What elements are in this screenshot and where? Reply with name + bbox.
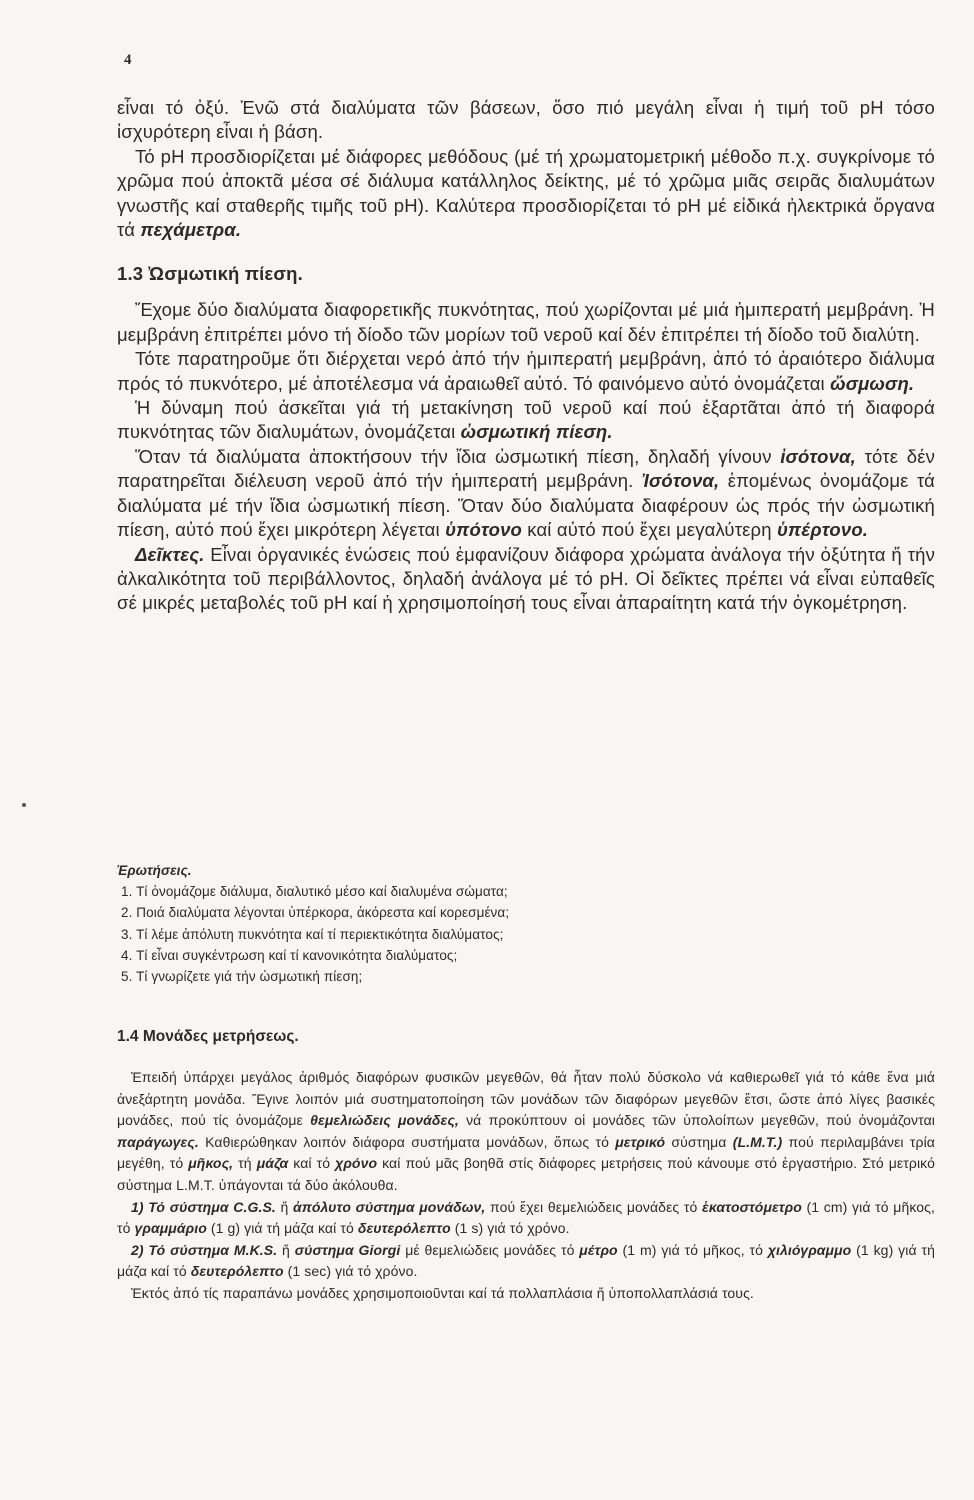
- indicators-paragraph: [117, 543, 935, 616]
- term-isotona-1: ἰσότονα,: [780, 445, 856, 467]
- units-paragraph-1: [117, 1067, 935, 1197]
- term-kilogram: χιλιόγραμμο: [767, 1241, 852, 1258]
- term-mks: 2) Τό σύστημα M.K.S.: [131, 1241, 278, 1258]
- units-text-3e: (1 sec) γιά τό χρόνο.: [283, 1263, 418, 1280]
- units-paragraph-mks: [117, 1240, 935, 1283]
- term-length: μῆκος,: [188, 1155, 234, 1172]
- osmosis-paragraph-4: [117, 445, 935, 543]
- osmosis-paragraph-2: [117, 347, 935, 396]
- term-mass: μάζα: [256, 1155, 289, 1172]
- osmosis-text-4d: καί αὐτό πού ἔχει μεγαλύτερη: [522, 519, 777, 541]
- scan-speck: [22, 803, 26, 807]
- units-text-3b: μέ θεμελιώδεις μονάδες τό: [400, 1241, 580, 1258]
- term-centimeter: ἑκατοστόμετρο: [702, 1198, 802, 1215]
- main-text: [117, 96, 935, 616]
- units-text-3c: (1 m) γιά τό μῆκος, τό: [617, 1241, 768, 1258]
- osmosis-paragraph-1: [117, 298, 935, 347]
- units-text-1b: νά προκύπτουν οἱ μονάδες τῶν ὑπολοίπων μεγεθῶν, πού ὀνομάζονται: [458, 1112, 935, 1129]
- units-text: [117, 1067, 935, 1305]
- osmosis-text-2: Τότε παρατηροῦμε ὅτι διέρχεται νερό ἀπό τήν ἡμιπερατή μεμβράνη, ἀπό τό ἀραιότερο διάλυμα πρός τό πυκνότερο, μέ ἀποτέλεσμα νά ἀραιωθεῖ αὐτό. Τό φαινόμενο αὐτό ὀνομάζεται: [117, 348, 935, 394]
- units-text-1e: πού περιλαμβάνει τρία μεγέθη, τό: [117, 1133, 935, 1172]
- units-text-1c: Καθιερώθηκαν λοιπόν διάφορα συστήματα μονάδων, ὅπως τό: [198, 1133, 616, 1150]
- intro-text-1: εἶναι τό ὀξύ. Ἐνῶ στά διαλύματα τῶν βάσεων, ὅσο πιό μεγάλη εἶναι ἡ τιμή τοῦ pH τόσο ἰσχυρότερη εἶναι ἡ βάση.: [117, 97, 935, 143]
- term-cgs: 1) Τό σύστημα C.G.S.: [131, 1198, 276, 1215]
- page-number: 4: [124, 52, 132, 68]
- term-derived: παράγωγες.: [117, 1133, 199, 1150]
- units-paragraph-multiples: [117, 1283, 935, 1305]
- term-ypertono: ὑπέρτονο.: [776, 519, 869, 541]
- units-text-2b: πού ἔχει θεμελιώδεις μονάδες τό: [485, 1198, 703, 1215]
- indicators-text: Εἶναι ὀργανικές ἑνώσεις πού ἐμφανίζουν διάφορα χρώματα ἀνάλογα τήν ὀξύτητα ἤ τήν ἀλκαλικότητα τοῦ περιβάλλοντος, δηλαδή ἀνάλογα μέ τό pH. Οἱ δεῖκτες πρέπει νά εἶναι εὐπαθεῖς σέ μικρές μεταβολές τοῦ pH καί ἡ χρησιμοποίησή τους εἶναι ἀπαραίτητη κατά τήν ὀγκομέτρηση.: [117, 543, 935, 614]
- term-metric: μετρικό: [615, 1133, 666, 1150]
- question-item: 5. Τί γνωρίζετε γιά τήν ὠσμωτική πίεση;: [121, 969, 363, 985]
- units-text-4: Ἐκτός ἀπό τίς παραπάνω μονάδες χρησιμοποιοῦνται καί τά πολλαπλάσια ἤ ὑποπολλαπλάσιά τους.: [131, 1284, 754, 1301]
- units-text-1a: Ἐπειδή ὑπάρχει μεγάλος ἀριθμός διαφόρων φυσικῶν μεγεθῶν, θά ἦταν πολύ δύσκολο νά καθιερωθεῖ γιά τό κάθε ἕνα μιά ἀνεξάρτητη μονάδα. Ἔγινε λοιπόν μιά συστηματοποίηση τῶν μονάδων τῶν διαφόρων μεγεθῶν ἔτσι, ὥστε ἀπό λίγες βασικές μονάδες, πού τίς ὀνομάζομε: [117, 1069, 935, 1129]
- osmosis-paragraph-3: [117, 396, 935, 445]
- units-paragraph-cgs: [117, 1197, 935, 1240]
- term-lmt: (L.M.T.): [732, 1133, 783, 1150]
- questions-list: [117, 881, 935, 987]
- osmosis-text-1: Ἔχομε δύο διαλύματα διαφορετικῆς πυκνότητας, πού χωρίζονται μέ μιά ἡμιπερατή μεμβράνη. Ἡ μεμβράνη ἐπιτρέπει μόνο τή δίοδο τῶν μορίων τοῦ νεροῦ καί δέν ἐπιτρέπει τή δίοδο τοῦ διαλύτη.: [117, 299, 935, 345]
- term-osmotic-pressure: ὠσμωτική πίεση.: [460, 421, 613, 443]
- term-absolute-system: ἀπόλυτο σύστημα μονάδων,: [293, 1198, 486, 1215]
- osmosis-text-4c: ἑπομένως ὀνομάζομε τά διαλύματα μέ τήν ἴδια ὠσμωτική πίεση. Ὅταν δύο διαλύματα διαφέρουν ὡς πρός τήν ὠσμωτική πίεση, αὐτό πού ἔχει μικρότερη λέγεται: [117, 470, 935, 541]
- question-item: 1. Τί ὀνομάζομε διάλυμα, διαλυτικό μέσο καί διαλυμένα σώματα;: [121, 884, 508, 900]
- term-time: χρόνο: [335, 1155, 378, 1172]
- term-second: δευτερόλεπτο: [357, 1220, 451, 1237]
- term-ypotono: ὑπότονο: [445, 519, 522, 541]
- term-fundamental-units: θεμελιώδεις μονάδες,: [310, 1112, 459, 1129]
- term-osmosi: ὤσμωση.: [830, 372, 915, 394]
- units-text-2d: (1 g) γιά τή μάζα καί τό: [206, 1220, 358, 1237]
- term-giorgi: σύστημα Giorgi: [294, 1241, 401, 1258]
- term-pechametra: πεχάμετρα.: [140, 219, 242, 241]
- units-text-2a: ἤ: [275, 1198, 294, 1215]
- question-item: 2. Ποιά διαλύματα λέγονται ὑπέρκορα, ἀκόρεστα καί κορεσμένα;: [121, 905, 510, 921]
- questions-block: [117, 860, 935, 987]
- term-isotona-2: Ἰσότονα,: [641, 470, 720, 492]
- units-text-1d: σύστημα: [665, 1133, 733, 1150]
- osmosis-text-4a: Ὅταν τά διαλύματα ἀποκτήσουν τήν ἴδια ὠσμωτική πίεση, δηλαδή γίνουν: [135, 445, 781, 467]
- units-text-1g: καί τό: [288, 1155, 336, 1172]
- question-item: 4. Τί εἶναι συγκέντρωση καί τί κανονικότητα διαλύματος;: [121, 947, 458, 963]
- units-text-1f: τή: [233, 1155, 257, 1172]
- units-text-3a: ἤ: [277, 1241, 295, 1258]
- section-heading-1-4: 1.4 Μονάδες μετρήσεως.: [117, 1028, 299, 1045]
- question-item: 3. Τί λέμε ἀπόλυτη πυκνότητα καί τί περιεκτικότητα διαλύματος;: [121, 926, 504, 942]
- osmosis-text-4b: τότε δέν παρατηρεῖται διέλευση νεροῦ ἀπό τήν ἡμιπερατή μεμβράνη.: [117, 445, 935, 492]
- units-text-3d: (1 kg) γιά τή μάζα καί τό: [117, 1241, 935, 1280]
- osmosis-text-3: Ἡ δύναμη πού ἀσκεῖται γιά τή μετακίνηση τοῦ νεροῦ καί πού ἐξαρτᾶται ἀπό τή διαφορά πυκνότητας τῶν διαλυμάτων, ὀνομάζεται: [117, 397, 935, 443]
- units-text-1h: καί πού μᾶς βοηθᾶ στίς διάφορες μετρήσεις πού κάνουμε στό ἐργαστήριο. Στό μετρικό σύστημα L.M.T. ὑπάγονται τά δύο ἀκόλουθα.: [117, 1155, 935, 1193]
- questions-title: Ἐρωτήσεις.: [117, 863, 192, 878]
- section-1-4: [117, 1025, 935, 1305]
- units-text-2e: (1 s) γιά τό χρόνο.: [450, 1220, 570, 1237]
- intro-paragraph-1: [117, 96, 935, 145]
- term-second-2: δευτερόλεπτο: [190, 1263, 284, 1280]
- term-deiktes: Δεῖκτες.: [135, 543, 205, 565]
- term-meter: μέτρο: [579, 1241, 618, 1258]
- term-gram: γραμμάριο: [134, 1220, 207, 1237]
- units-text-2c: (1 cm) γιά τό μῆκος, τό: [117, 1198, 936, 1237]
- intro-text-2: Τό pH προσδιορίζεται μέ διάφορες μεθόδους (μέ τή χρωματομετρική μέθοδο π.χ. συγκρίνομε τό χρῶμα πού ἀποκτᾶ μέσα σέ διάλυμα κατάλληλος δείκτης, μέ τό χρῶμα μιᾶς σειρᾶς διαλυμάτων γνωστῆς καί σταθερῆς τιμῆς τοῦ pH). Καλύτερα προσδιορίζεται τό pH μέ εἰδικά ἠλεκτρικά ὄργανα τά: [117, 145, 935, 241]
- intro-paragraph-2: [117, 145, 935, 243]
- section-heading-1-3: 1.3 Ὠσμωτική πίεση.: [117, 263, 303, 285]
